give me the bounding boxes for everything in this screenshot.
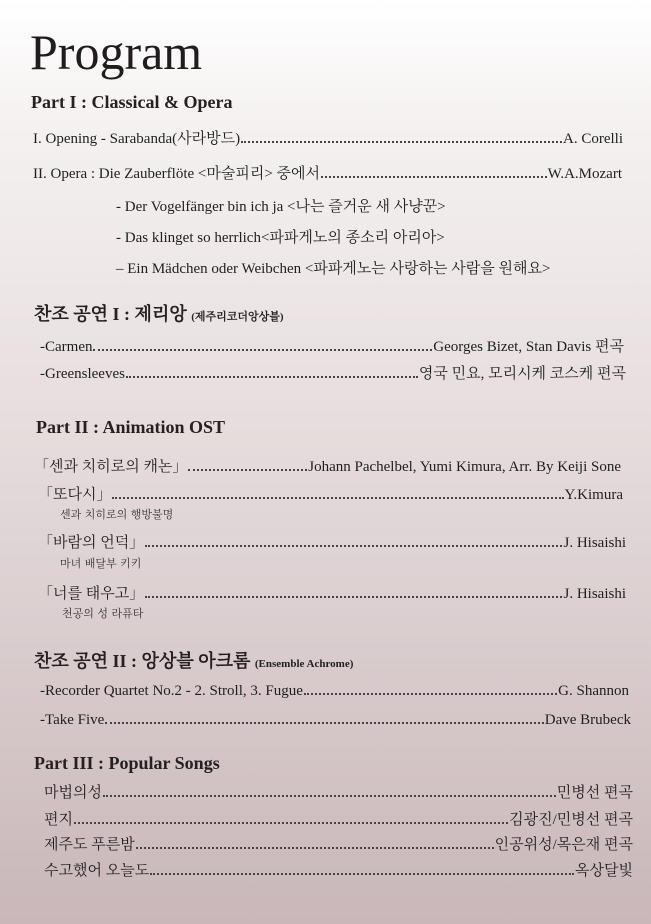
part2-heading: Part II : Animation OST bbox=[36, 417, 226, 437]
dot-leader bbox=[321, 176, 547, 178]
dot-leader bbox=[93, 349, 432, 351]
item-composer: W.A.Mozart bbox=[547, 166, 622, 182]
item-composer: G. Shannon bbox=[558, 683, 629, 699]
guest2-heading bbox=[34, 650, 353, 675]
part3-heading: Part III : Popular Songs bbox=[34, 753, 220, 773]
dot-leader bbox=[145, 545, 562, 547]
item-title: 수고했어 오늘도 bbox=[44, 863, 150, 879]
source-note: 천공의 성 라퓨타 bbox=[62, 607, 144, 620]
program-item-itsumo bbox=[38, 485, 623, 505]
dot-leader bbox=[136, 847, 494, 849]
item-composer: J. Hisaishi bbox=[563, 535, 626, 551]
dot-leader bbox=[105, 722, 543, 724]
program-item-canon bbox=[34, 457, 621, 477]
item-title: 편지 bbox=[44, 812, 73, 828]
item-composer: A. Corelli bbox=[563, 131, 623, 147]
page-title: Program bbox=[30, 24, 203, 80]
program-item-carmen bbox=[40, 337, 624, 357]
item-title: I. Opening - Sarabanda(사라방드) bbox=[33, 131, 241, 147]
dot-leader bbox=[150, 873, 574, 875]
guest2-heading-text: 찬조 공연 II : 앙상블 아크롬 bbox=[34, 651, 255, 671]
item-composer: 인공위성/목은재 편곡 bbox=[494, 837, 633, 853]
program-item-jeju-night bbox=[44, 835, 633, 855]
item-title: 제주도 푸른밤 bbox=[44, 837, 135, 853]
guest1-heading bbox=[34, 303, 284, 328]
guest2-heading-sub: (Ensemble Achrome) bbox=[254, 658, 354, 670]
item-title: II. Opera : Die Zauberflöte <마술피리> 중에서 bbox=[33, 166, 321, 182]
item-composer: 민병선 편곡 bbox=[556, 785, 633, 801]
dot-leader bbox=[103, 795, 556, 797]
item-title: -Take Five bbox=[40, 712, 105, 728]
program-item-greensleeves bbox=[40, 364, 626, 384]
dot-leader bbox=[74, 822, 508, 824]
item-composer: Georges Bizet, Stan Davis 편곡 bbox=[433, 339, 624, 355]
program-item-magic-castle bbox=[44, 783, 633, 803]
program-item-opera bbox=[33, 164, 622, 184]
dot-leader bbox=[241, 141, 562, 143]
program-item-carrying-you bbox=[38, 584, 626, 604]
dot-leader bbox=[304, 693, 557, 695]
part1-heading: Part I : Classical & Opera bbox=[31, 92, 233, 112]
dot-leader bbox=[145, 596, 562, 598]
item-title: 「또다시」 bbox=[38, 487, 112, 503]
program-item-letter bbox=[44, 810, 633, 830]
program-item-opening bbox=[33, 129, 623, 149]
item-title: 마법의성 bbox=[44, 785, 102, 801]
item-composer: J. Hisaishi bbox=[563, 586, 626, 602]
dot-leader bbox=[126, 376, 418, 378]
program-item-take-five bbox=[40, 710, 631, 730]
aria-item: - Der Vogelfänger bin ich ja <나는 즐거운 새 사냥꾼> bbox=[116, 199, 446, 215]
source-note: 마녀 배달부 키키 bbox=[60, 557, 142, 570]
item-composer: Dave Brubeck bbox=[544, 712, 631, 728]
program-item-wind-hill bbox=[38, 533, 626, 553]
program-item-good-job-today bbox=[44, 861, 633, 881]
dot-leader bbox=[188, 469, 307, 471]
aria-item: – Ein Mädchen oder Weibchen <파파게노는 사랑하는 사람을 원해요> bbox=[116, 261, 551, 277]
item-composer: Johann Pachelbel, Yumi Kimura, Arr. By Keiji Sone bbox=[308, 459, 621, 475]
item-title: -Recorder Quartet No.2 - 2. Stroll, 3. Fugue bbox=[40, 683, 303, 699]
dot-leader bbox=[112, 497, 563, 499]
program-item-recorder-quartet bbox=[40, 681, 629, 701]
source-note: 센과 치히로의 행방불명 bbox=[60, 508, 174, 521]
item-composer: 영국 민요, 모리시케 코스케 편곡 bbox=[418, 366, 626, 382]
aria-item: - Das klinget so herrlich<파파게노의 종소리 아리아> bbox=[116, 230, 445, 246]
guest1-heading-sub: (제주리코더앙상블) bbox=[191, 311, 284, 323]
item-composer: 김광진/민병선 편곡 bbox=[509, 812, 633, 828]
item-composer: Y.Kimura bbox=[564, 487, 623, 503]
item-composer: 옥상달빛 bbox=[575, 863, 633, 879]
item-title: -Greensleeves bbox=[40, 366, 125, 382]
guest1-heading-text: 찬조 공연 I : 제리앙 bbox=[34, 304, 192, 324]
item-title: -Carmen bbox=[40, 339, 93, 355]
item-title: 「센과 치히로의 캐논」 bbox=[34, 459, 188, 475]
item-title: 「바람의 언덕」 bbox=[38, 535, 145, 551]
item-title: 「너를 태우고」 bbox=[38, 586, 145, 602]
